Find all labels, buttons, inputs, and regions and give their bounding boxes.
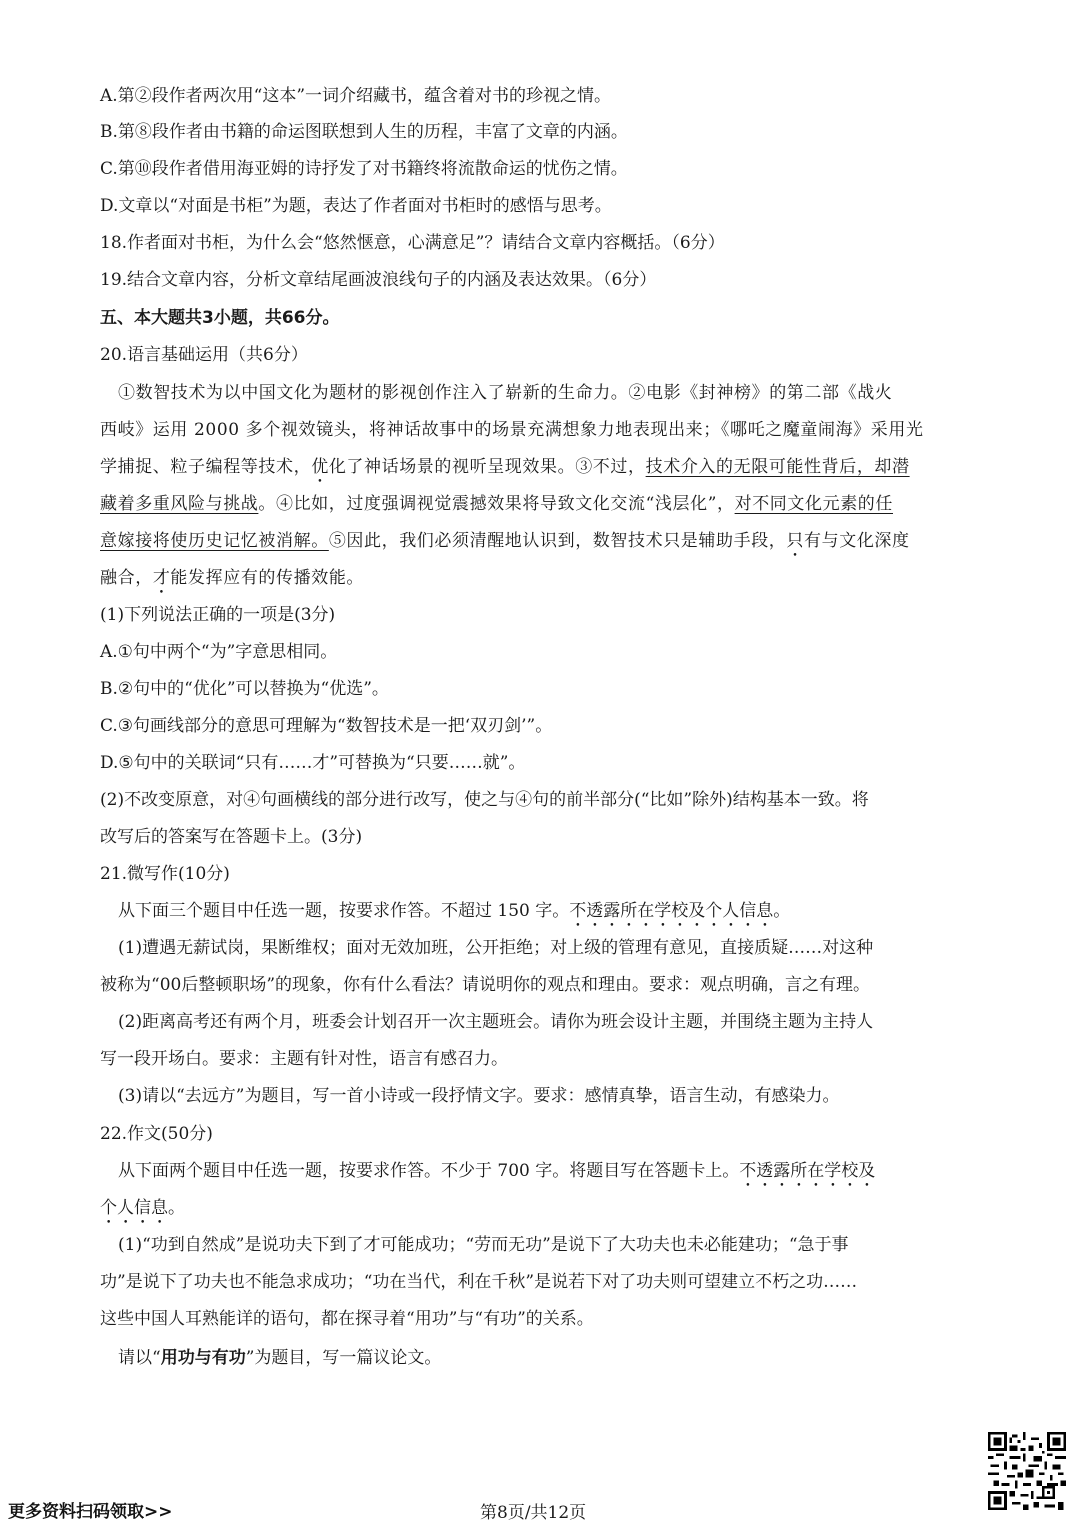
passage-text: 化了神话场景的视听呈现效果。③不过， [328,457,646,477]
passage-line-2 [100,418,990,442]
passage-line-4 [100,492,990,516]
q22-intro-line1 [118,1159,1008,1191]
intro-text: 。 [773,901,791,921]
q21-topic2-line1: (2)距离高考还有两个月，班委会计划召开一次主题班会。请你为班会设计主题，并围绕主题为主持人 [118,1012,874,1032]
q21-topic1-line1: (1)遭遇无薪试岗，果断维权；面对无效加班，公开拒绝；对上级的管理有意见，直接质疑……对这种 [118,938,874,958]
intro-text: 。 [168,1198,185,1218]
option-c-line: C.第⑩段作者借用海亚姆的诗抒发了对书籍终将流散命运的忧伤之情。 [100,159,628,179]
passage-line-3 [100,455,990,487]
passage-text: 有与文化深度 [804,531,910,551]
prompt-text: ”为题目，写一篇议论文。 [245,1348,442,1368]
q21-intro [118,899,1008,931]
q22-topic1-line2: 功”是说下了功夫也不能急求成功；“功在当代，利在千秋”是说若下对了功夫则可望建立不朽之功…… [100,1272,858,1292]
option-b-line: B.第⑧段作者由书籍的命运图联想到人生的历程，丰富了文章的内涵。 [100,122,628,142]
emphasis-phrase: 不透露所在学校及 [739,1161,876,1181]
underlined-phrase: 意嫁接将使历史记忆被消解。 [100,531,329,551]
underlined-phrase: 对不同文化元素的任 [734,494,893,514]
passage-text: 融合， [100,568,153,588]
q22-intro-line2 [100,1196,990,1228]
option-a-line: A.第②段作者两次用“这本”一词介绍藏书，蕴含着对书的珍视之情。 [100,86,612,106]
emphasis-char: 才 [152,568,171,588]
q20-part2-line2: 改写后的答案写在答题卡上。(3分) [100,827,363,847]
passage-text: 西岐》运用 2000 多个视效镜头，将神话故事中的场景充满想象力地表现出来；《哪吒之魔童闹海》采用光 [100,420,924,440]
question-19: 19.结合文章内容，分析文章结尾画波浪线句子的内涵及表达效果。（6分） [100,270,657,290]
essay-title: 用功与有功 [160,1348,246,1368]
intro-text: 从下面三个题目中任选一题，按要求作答。不超过 150 字。 [118,901,570,921]
q22-topic1-prompt [118,1346,1008,1370]
q21-topic1-line2: 被称为“00后整顿职场”的现象，你有什么看法？请说明你的观点和理由。要求：观点明确，言之有理。 [100,975,871,995]
qr-code-icon[interactable] [988,1432,1066,1510]
underlined-phrase: 藏着多重风险与挑战 [100,494,259,514]
passage-text: 。④比如，过度强调视觉震撼效果将导致文化交流“浅层化”， [258,494,735,514]
underlined-phrase: 技术介入的无限可能性背后，却潜 [645,457,910,477]
q21-topic2-line2: 写一段开场白。要求：主题有针对性，语言有感召力。 [100,1049,508,1069]
intro-text: 从下面两个题目中任选一题，按要求作答。不少于 700 字。将题目写在答题卡上。 [118,1161,740,1181]
page-number: 第8页/共12页 [480,1503,587,1523]
passage-line-6 [100,566,990,598]
emphasis-char: 优 [311,457,329,477]
section-five-heading: 五、本大题共3小题，共66分。 [100,308,340,328]
q20-part1: (1)下列说法正确的一项是(3分) [100,605,336,625]
q20-part2-line1: (2)不改变原意，对④句画横线的部分进行改写，使之与④句的前半部分(“比如”除外)结构基本一致。将 [100,790,869,810]
q21-topic3: (3)请以“去远方”为题目，写一首小诗或一段抒情文字。要求：感情真挚，语言生动，有感染力。 [118,1086,840,1106]
q20-option-c: C.③句画线部分的意思可理解为“数智技术是一把‘双刃剑’”。 [100,716,553,736]
prompt-text: 请以“ [118,1348,161,1368]
q20-option-d: D.⑤句中的关联词“只有……才”可替换为“只要……就”。 [100,753,526,773]
passage-text: ⑤因此，我们必须清醒地认识到，数智技术只是辅助手段， [328,531,787,551]
emphasis-phrase: 不透露所在学校及个人信息 [569,901,774,921]
passage-text: ①数智技术为以中国文化为题材的影视创作注入了崭新的生命力。②电影《封神榜》的第二部《战火 [118,383,893,403]
question-18: 18.作者面对书柜，为什么会“悠然惬意，心满意足”？请结合文章内容概括。（6分） [100,233,725,253]
q22-topic1-line3: 这些中国人耳熟能详的语句，都在探寻着“用功”与“有功”的关系。 [100,1309,594,1329]
question-20-title: 20.语言基础运用（共6分） [100,345,308,365]
passage-text: 学捕捉、粒子编程等技术， [100,457,312,477]
question-22-title: 22.作文(50分) [100,1124,213,1144]
passage-text: 能发挥应有的传播效能。 [170,568,365,588]
option-d-line: D.文章以“对面是书柜”为题，表达了作者面对书柜时的感悟与思考。 [100,196,612,216]
emphasis-phrase: 个人信息 [100,1198,168,1218]
question-21-title: 21.微写作(10分) [100,864,230,884]
q20-option-b: B.②句中的“优化”可以替换为“优选”。 [100,679,389,699]
passage-line-5 [100,529,990,561]
passage-line-1 [118,381,1008,405]
q20-option-a: A.①句中两个“为”字意思相同。 [100,642,338,662]
q22-topic1-line1: (1)“功到自然成”是说功夫下到了才可能成功；“劳而无功”是说下了大功夫也未必能建功；“急于事 [118,1235,849,1255]
more-resources-link[interactable]: 更多资料扫码领取>> [8,1502,173,1522]
emphasis-char: 只 [786,531,805,551]
